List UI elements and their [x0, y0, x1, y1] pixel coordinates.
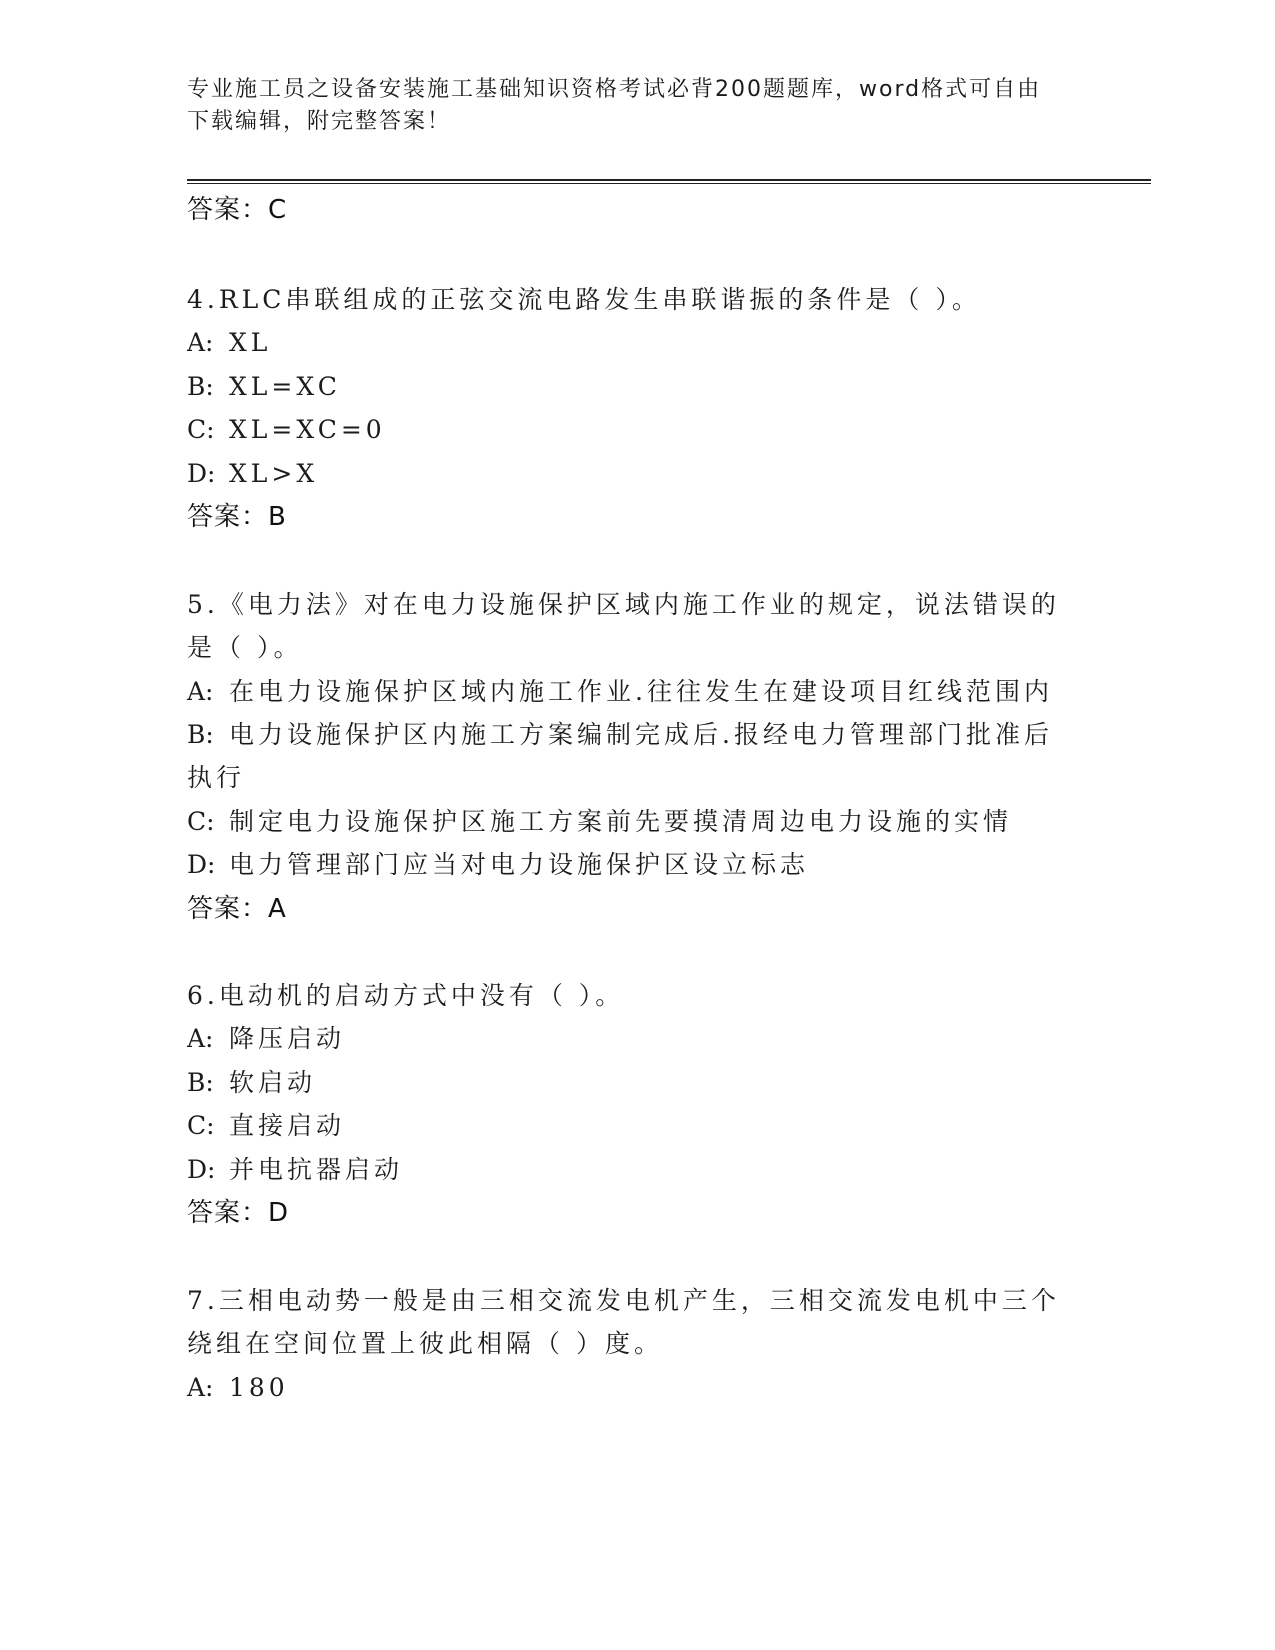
option-text: 降压启动	[229, 1024, 346, 1053]
question-6-option-b	[187, 1063, 316, 1103]
option-key: D:	[187, 459, 216, 488]
header-rule-thick	[187, 179, 1151, 181]
option-text: 电力管理部门应当对电力设施保护区设立标志	[229, 850, 810, 879]
question-5-option-b-continued	[187, 758, 245, 798]
answer-q4: 答案：B	[187, 502, 287, 532]
question-7-text-line-2: 绕组在空间位置上彼此相隔（ ）度。	[187, 1329, 663, 1358]
answer-q5: 答案：A	[187, 894, 287, 924]
question-5-option-d	[187, 845, 809, 885]
question-7-option-a	[187, 1368, 289, 1408]
option-text: 制定电力设施保护区施工方案前先要摸清周边电力设施的实情	[229, 807, 1013, 836]
option-key: C:	[187, 807, 215, 836]
question-4-option-a	[187, 323, 271, 363]
option-key: A:	[187, 1373, 214, 1402]
option-key: A:	[187, 677, 214, 706]
option-text: 在电力设施保护区域内施工作业.往往发生在建设项目红线范围内	[229, 677, 1053, 706]
option-key: D:	[187, 1155, 216, 1184]
header-rule-thin	[187, 183, 1151, 184]
option-text: 直接启动	[229, 1111, 346, 1140]
option-text: 软启动	[229, 1068, 317, 1097]
option-text: XL=XC	[229, 372, 341, 401]
option-key: B:	[187, 720, 214, 749]
option-key: A:	[187, 328, 214, 357]
option-key: D:	[187, 850, 216, 879]
question-5-option-c	[187, 802, 1012, 842]
question-6-option-d	[187, 1150, 403, 1190]
question-6-option-a	[187, 1019, 345, 1059]
page-header	[187, 74, 1067, 138]
answer-q6: 答案：D	[187, 1198, 290, 1228]
option-text: XL=XC=0	[229, 415, 386, 444]
question-5-option-b	[187, 715, 1053, 755]
option-text: XL>X	[229, 459, 319, 488]
option-text: 执行	[187, 763, 246, 792]
header-line-1: 专业施工员之设备安装施工基础知识资格考试必背200题题库，word格式可自由	[187, 77, 1042, 102]
question-4-option-c	[187, 410, 386, 450]
question-5-text-line-2: 是（ ）。	[187, 633, 303, 662]
question-4-text: 4.RLC串联组成的正弦交流电路发生串联谐振的条件是（ ）。	[187, 285, 981, 314]
question-7-text-line-1: 7.三相电动势一般是由三相交流发电机产生，三相交流发电机中三个	[187, 1286, 1060, 1315]
answer-q3: 答案：C	[187, 195, 288, 225]
option-text: 电力设施保护区内施工方案编制完成后.报经电力管理部门批准后	[229, 720, 1053, 749]
option-key: C:	[187, 1111, 215, 1140]
question-5-option-a	[187, 672, 1053, 712]
question-4-option-b	[187, 367, 341, 407]
question-4-option-d	[187, 454, 318, 494]
option-text: 并电抗器启动	[229, 1155, 404, 1184]
option-key: B:	[187, 372, 214, 401]
question-5-text-line-1: 5.《电力法》对在电力设施保护区域内施工作业的规定，说法错误的	[187, 590, 1060, 619]
option-text: 180	[229, 1373, 289, 1402]
option-key: A:	[187, 1024, 214, 1053]
option-key: C:	[187, 415, 215, 444]
option-key: B:	[187, 1068, 214, 1097]
header-line-2: 下载编辑，附完整答案！	[187, 109, 452, 134]
option-text: XL	[229, 328, 272, 357]
question-6-text: 6.电动机的启动方式中没有（ ）。	[187, 981, 625, 1010]
question-6-option-c	[187, 1106, 345, 1146]
